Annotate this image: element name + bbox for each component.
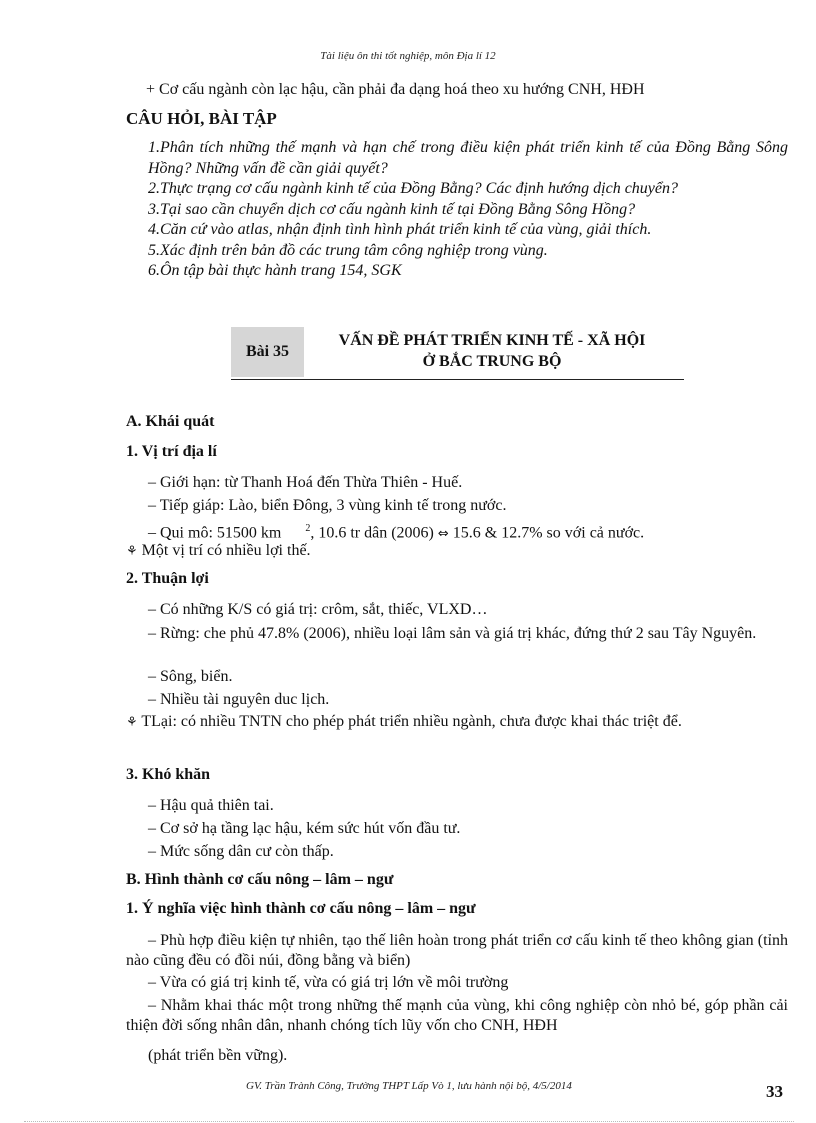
page-footer: GV. Trần Trành Công, Trường THPT Lấp Vò 1, lưu hành nội bộ, 4/5/2014 (246, 1080, 572, 1092)
sub2-line: – Rừng: che phủ 47.8% (2006), nhiều loại lâm sản và giá trị khác, đứng thứ 2 sau Tây Nguyên. (148, 625, 757, 642)
sub2-conclusion-text: TLại: có nhiều TNTN cho phép phát triển nhiều ngành, chưa được khai thác triệt để. (141, 713, 682, 730)
page-header: Tài liệu ôn thi tốt nghiệp, môn Địa lí 12 (320, 50, 496, 62)
sub3-line: – Cơ sở hạ tầng lạc hậu, kém sức hút vốn đầu tư. (148, 820, 461, 837)
scale-superscript: 2 (305, 523, 311, 534)
questions-list (148, 138, 788, 282)
sub1-conclusion-text: Một vị trí có nhiều lợi thế. (141, 542, 311, 559)
lesson-title-line2: Ở BẮC TRUNG BỘ (422, 353, 562, 370)
hand-pointer-icon: ⚘ (126, 544, 138, 559)
sub3-line: – Mức sống dân cư còn thấp. (148, 843, 334, 860)
sub2-line: – Nhiều tài nguyên duc lịch. (148, 691, 330, 708)
question-item: 4.Căn cứ vào atlas, nhận định tình hình phát triển kinh tế của vùng, giải thích. (148, 221, 652, 238)
section-a-sub1-heading: 1. Vị trí địa lí (126, 443, 217, 460)
scale-prefix: – Qui mô: 51500 km (148, 524, 282, 542)
sub1-line: – Tiếp giáp: Lào, biển Đông, 3 vùng kinh tế trong nước. (148, 497, 507, 514)
sub2-line: – Sông, biển. (148, 668, 233, 685)
intro-bullet: + Cơ cấu ngành còn lạc hậu, cần phải đa dạng hoá theo xu hướng CNH, HĐH (146, 81, 645, 98)
section-b-para: – Vừa có giá trị kinh tế, vừa có giá trị lớn về môi trường (148, 974, 509, 991)
sub3-line: – Hậu quả thiên tai. (148, 797, 274, 814)
section-b-para: (phát triển bền vững). (148, 1047, 288, 1064)
section-b-para: – Phù hợp điều kiện tự nhiên, tạo thế liên hoàn trong phát triển cơ cấu kinh tế theo không gian (tỉnh nào cũng đều có đồi núi, đồng bằng và biển) (126, 932, 788, 969)
page-number: 33 (766, 1082, 783, 1101)
scale-suffix: 15.6 & 12.7% so với cả nước. (452, 524, 645, 542)
question-item: 5.Xác định trên bản đồ các trung tâm công nghiệp trong vùng. (148, 241, 548, 259)
question-item: 2.Thực trạng cơ cấu ngành kinh tế của Đồng Bằng? Các định hướng dịch chuyển? (148, 180, 678, 197)
section-a-heading: A. Khái quát (126, 413, 215, 430)
section-b-heading: B. Hình thành cơ cấu nông – lâm – ngư (126, 871, 394, 888)
section-a-sub3-heading: 3. Khó khăn (126, 766, 211, 783)
sub1-line: – Giới hạn: từ Thanh Hoá đến Thừa Thiên - Huế. (148, 474, 463, 491)
lesson-underline (231, 379, 684, 380)
section-b-sub1-heading: 1. Ý nghĩa việc hình thành cơ cấu nông – lâm – ngư (126, 900, 476, 917)
lesson-title (304, 330, 680, 372)
questions-heading: CÂU HỎI, BÀI TẬP (126, 109, 277, 128)
section-b-para: – Nhằm khai thác một trong những thế mạnh của vùng, khi công nghiệp còn nhỏ bé, góp phần cải thiện đời sống nhân dân, nhanh chóng tích lũy vốn cho CNH, HĐH (126, 997, 788, 1034)
bottom-dotted-rule (24, 1121, 794, 1122)
sub2-conclusion (126, 712, 788, 733)
lesson-number: Bài 35 (231, 327, 304, 377)
scale-mid: , 10.6 tr dân (2006) (310, 524, 434, 542)
question-item: 3.Tại sao cần chuyển dịch cơ cấu ngành kinh tế tại Đồng Bằng Sông Hồng? (148, 200, 636, 218)
sub1-conclusion (126, 541, 788, 562)
lesson-title-line1: VẤN ĐỀ PHÁT TRIỂN KINH TẾ - XÃ HỘI (338, 332, 646, 349)
double-arrow-icon: ⇔ (437, 526, 449, 542)
hand-pointer-icon: ⚘ (126, 715, 138, 730)
question-item: 1.Phân tích những thế mạnh và hạn chế trong điều kiện phát triển kinh tế của Đồng Bằng Sông Hồng? Những vấn đề cần giải quyết? (148, 139, 788, 177)
section-a-sub2-heading: 2. Thuận lợi (126, 570, 209, 587)
sub2-line: – Có những K/S có giá trị: crôm, sắt, thiếc, VLXD… (148, 601, 488, 618)
question-item: 6.Ôn tập bài thực hành trang 154, SGK (148, 262, 402, 279)
